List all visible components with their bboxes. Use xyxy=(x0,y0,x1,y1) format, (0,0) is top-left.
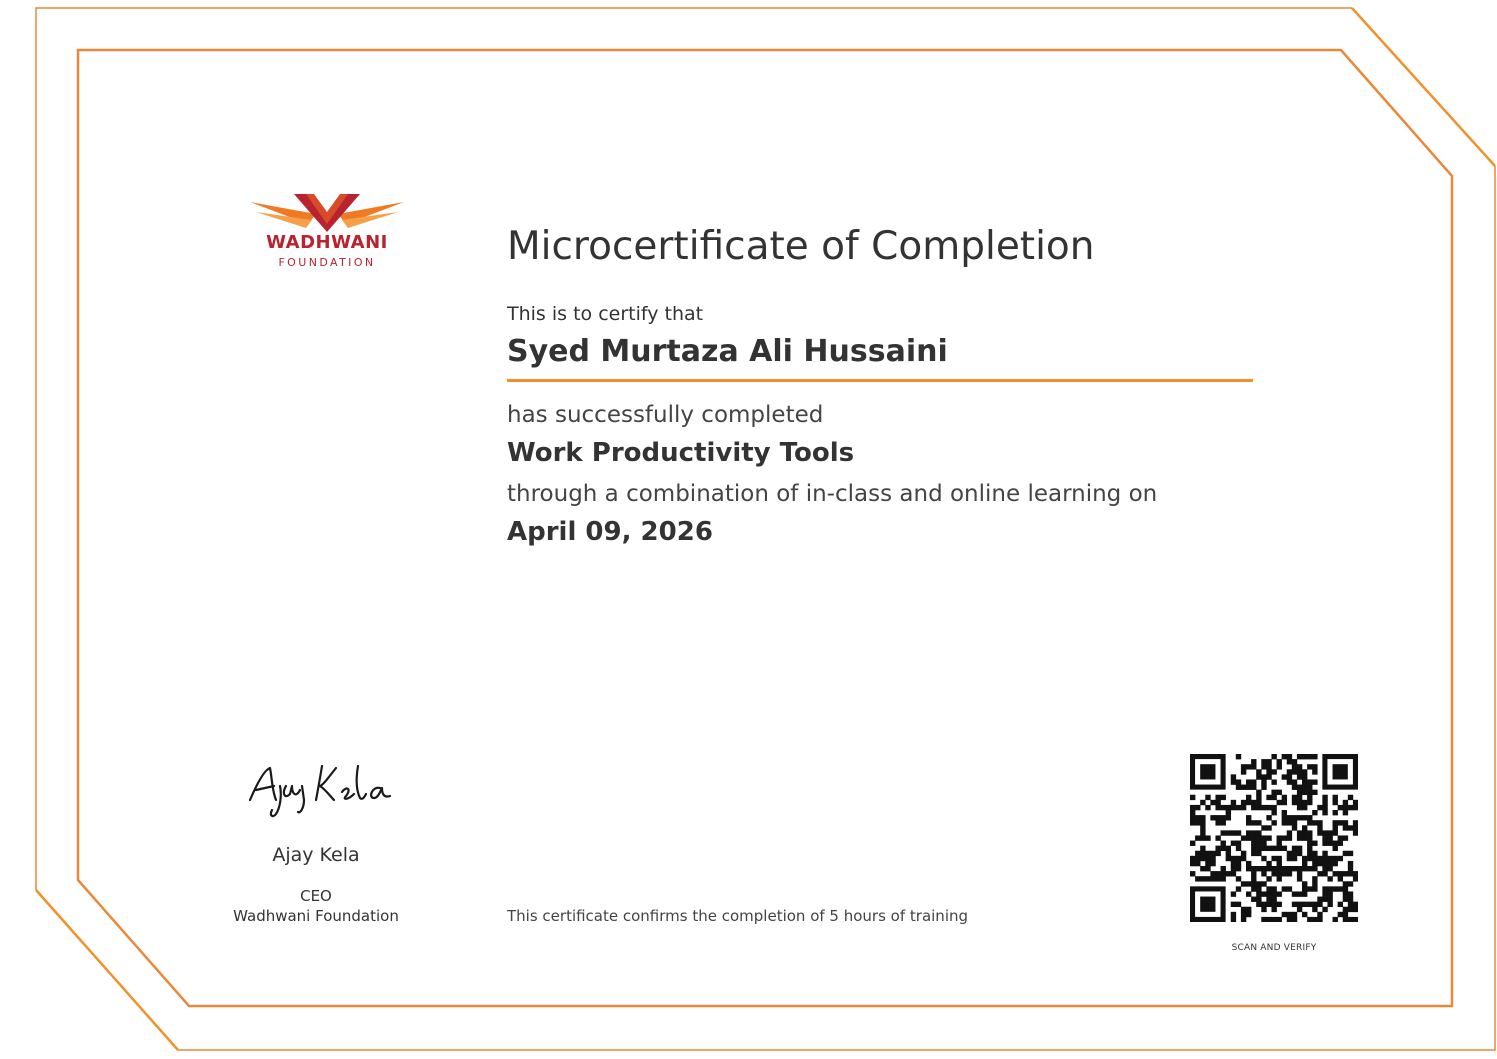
certificate-title: Microcertificate of Completion xyxy=(507,224,1095,269)
signer-name: Ajay Kela xyxy=(272,844,360,866)
completion-date: April 09, 2026 xyxy=(507,517,713,547)
wadhwani-wings-logo-icon xyxy=(246,190,408,232)
learning-mode-text: through a combination of in-class and online learning on xyxy=(507,481,1158,507)
certify-intro: This is to certify that xyxy=(507,303,704,325)
signature-image xyxy=(242,756,392,824)
course-name: Work Productivity Tools xyxy=(507,438,855,468)
completed-text: has successfully completed xyxy=(507,402,824,428)
training-hours-note: This certificate confirms the completion of 5 hours of training xyxy=(507,907,969,925)
qr-code-icon[interactable] xyxy=(1190,754,1358,922)
wadhwani-logo xyxy=(246,190,408,274)
name-underline xyxy=(507,379,1253,382)
signer-organization: Wadhwani Foundation xyxy=(233,907,399,925)
signer-role: CEO xyxy=(300,887,332,905)
logo-subtitle: FOUNDATION xyxy=(278,256,376,269)
recipient-name: Syed Murtaza Ali Hussaini xyxy=(507,334,948,369)
logo-name: WADHWANI xyxy=(266,232,388,253)
scan-verify-label: SCAN AND VERIFY xyxy=(1231,943,1317,953)
